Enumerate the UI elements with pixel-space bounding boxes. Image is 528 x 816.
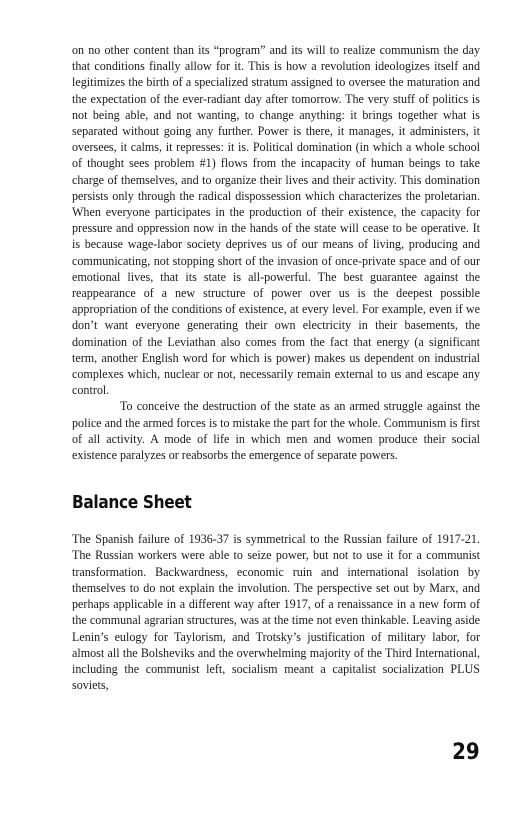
section-heading: Balance Sheet — [72, 493, 192, 514]
page-body — [72, 42, 480, 693]
page-number: 29 — [452, 740, 480, 765]
body-paragraph: The Spanish failure of 1936-37 is symmetrical to the Russian failure of 1917-21. The Russian workers were able to seize power, but not to use it for a communist transformation. Backwardness, economic ruin and international isolation by themselves to do not explain the involution. The perspective set out by Marx, and perhaps applicable in a different way after 1917, of a renaissance in a new form of the communal agrarian structures, was at the time not even thinkable. Leaving aside Lenin’s eulogy for Taylorism, and Trotsky’s justification of military labor, for almost all the Bolsheviks and the overwhelming majority of the Third International, including the communist left, socialism meant a capitalist socialization PLUS soviets, — [72, 532, 480, 693]
body-paragraph: on no other content than its “program” and its will to realize communism the day that conditions finally allow for it. This is how a revolution ideologizes itself and legitimizes the birth of a specialized stratum assigned to oversee the maturation and the expectation of the ever-radiant day after tomorrow. The very stuff of politics is not being able, and not wanting, to change anything: it brings together what is separated without going any further. Power is there, it manages, it administers, it oversees, it calms, it represses: it is. Political domination (in which a whole school of thought sees problem #1) flows from the incapacity of human beings to take charge of themselves, and to organize their lives and their activity. This domination persists only through the radical dispossession which characterizes the proletarian. When everyone participates in the production of their existence, the capacity for pressure and oppression now in the hands of the state will cease to be operative. It is because wage-labor society deprives us of our means of living, producing and communicating, not stopping short of the invasion of once-private space and of our emotional lives, that its state is all-powerful. The best guarantee against the reappearance of a new structure of power over us is the deepest possible appropriation of the conditions of existence, at every level. For example, even if we don’t want everyone generating their own electricity in their basements, the domination of the Leviathan also comes from the fact that energy (a significant term, another English word for which is power) makes us dependent on industrial complexes which, nuclear or not, necessarily remain external to us and escape any control. — [72, 43, 480, 398]
body-paragraph: To conceive the destruction of the state as an armed struggle against the police and the armed forces is to mistake the part for the whole. Communism is first of all activity. A mode of life in which men and women produce their social existence paralyzes or reabsorbs the emergence of separate powers. — [72, 399, 480, 463]
